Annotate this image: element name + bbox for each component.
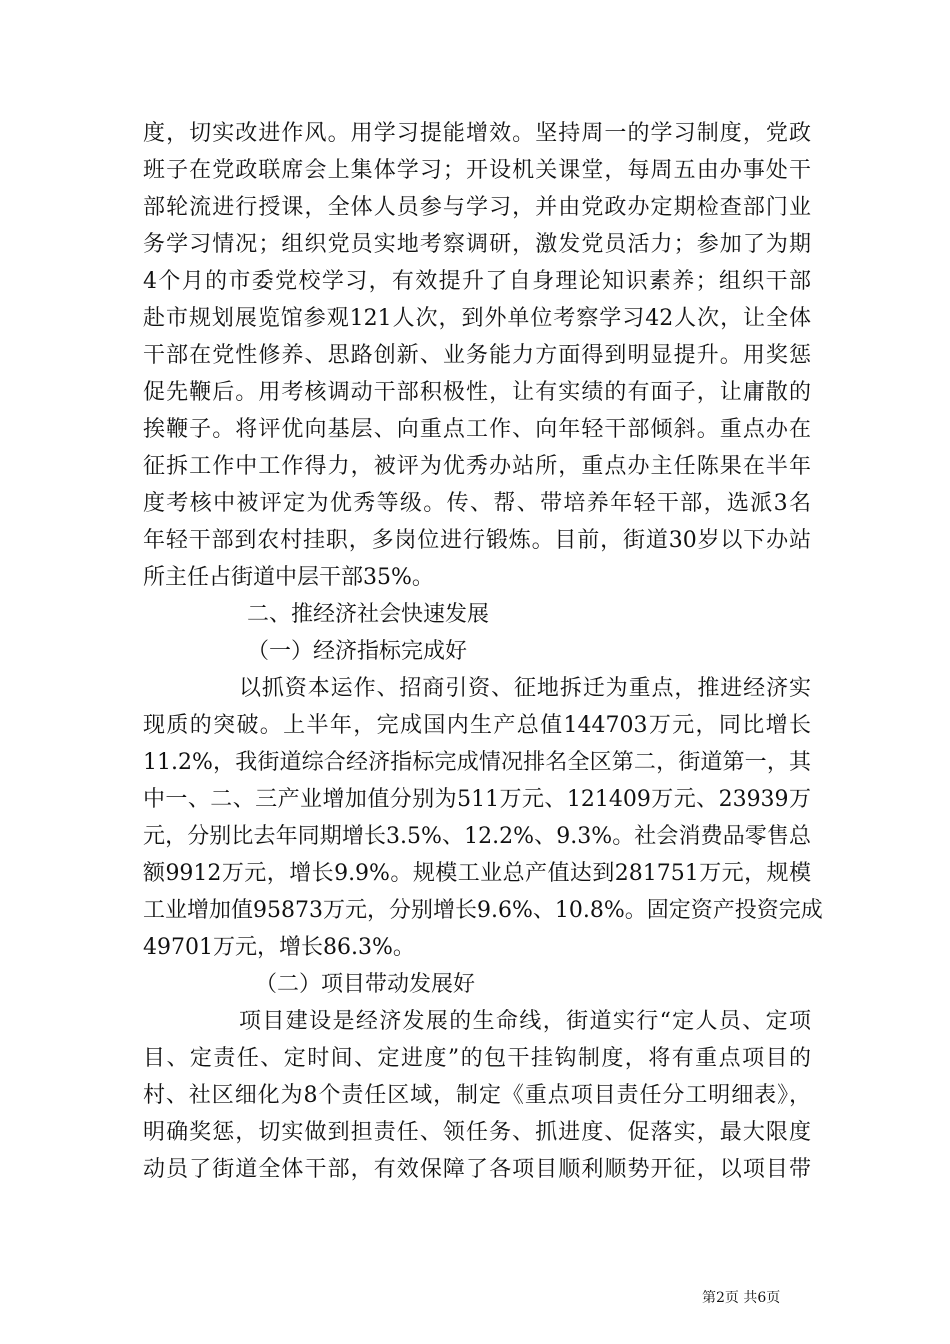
paragraph-line: 中一、二、三产业增加值分别为511万元、121409万元、23939万 bbox=[143, 787, 811, 812]
paragraph-3 bbox=[143, 1003, 811, 1188]
paragraph-line: 目、定责任、定时间、定进度”的包干挂钩制度，将有重点项目的 bbox=[143, 1046, 811, 1071]
paragraph-line: 征拆工作中工作得力，被评为优秀办站所，重点办主任陈果在半年 bbox=[143, 454, 811, 479]
subsection-heading: （一）经济指标完成好 bbox=[247, 639, 468, 664]
document-body bbox=[143, 115, 823, 1188]
subsection-heading: （二）项目带动发展好 bbox=[255, 972, 476, 997]
paragraph-line: 动员了街道全体干部，有效保障了各项目顺利顺势开征，以项目带 bbox=[143, 1157, 811, 1182]
paragraph-line: 元，分别比去年同期增长3.5%、12.2%、9.3%。社会消费品零售总 bbox=[143, 824, 811, 849]
paragraph-line: 额9912万元，增长9.9%。规模工业总产值达到281751万元，规模 bbox=[143, 861, 811, 886]
paragraph-line: 4个月的市委党校学习，有效提升了自身理论知识素养；组织干部 bbox=[143, 269, 811, 294]
paragraph-line: 班子在党政联席会上集体学习；开设机关课堂，每周五由办事处干 bbox=[143, 158, 811, 183]
paragraph-line: 49701万元，增长86.3%。 bbox=[143, 935, 415, 960]
paragraph-line: 以抓资本运作、招商引资、征地拆迁为重点，推进经济实 bbox=[239, 676, 811, 701]
page-number-footer: 第2页 共6页 bbox=[702, 1290, 781, 1306]
paragraph-line: 务学习情况；组织党员实地考察调研，激发党员活力；参加了为期 bbox=[143, 232, 811, 257]
paragraph-2 bbox=[143, 670, 823, 966]
paragraph-line: 11.2%，我街道综合经济指标完成情况排名全区第二，街道第一，其 bbox=[143, 750, 811, 775]
paragraph-line: 度，切实改进作风。用学习提能增效。坚持周一的学习制度，党政 bbox=[143, 121, 811, 146]
paragraph-line: 村、社区细化为8个责任区域，制定《重点项目责任分工明细表》， bbox=[143, 1083, 811, 1108]
paragraph-line: 促先鞭后。用考核调动干部积极性，让有实绩的有面子，让庸散的 bbox=[143, 380, 811, 405]
paragraph-line: 部轮流进行授课，全体人员参与学习，并由党政办定期检查部门业 bbox=[143, 195, 811, 220]
paragraph-line: 项目建设是经济发展的生命线，街道实行“定人员、定项 bbox=[239, 1009, 811, 1034]
paragraph-line: 干部在党性修养、思路创新、业务能力方面得到明显提升。用奖惩 bbox=[143, 343, 811, 368]
paragraph-line: 挨鞭子。将评优向基层、向重点工作、向年轻干部倾斜。重点办在 bbox=[143, 417, 811, 442]
paragraph-line: 度考核中被评定为优秀等级。传、帮、带培养年轻干部，选派3名 bbox=[143, 491, 811, 516]
paragraph-line: 年轻干部到农村挂职，多岗位进行锻炼。目前，街道30岁以下办站 bbox=[143, 528, 811, 553]
paragraph-line: 工业增加值95873万元，分别增长9.6%、10.8%。固定资产投资完成 bbox=[143, 898, 823, 923]
paragraph-line: 赴市规划展览馆参观121人次，到外单位考察学习42人次，让全体 bbox=[143, 306, 811, 331]
paragraph-line: 现质的突破。上半年，完成国内生产总值144703万元，同比增长 bbox=[143, 713, 811, 738]
paragraph-1 bbox=[143, 115, 811, 596]
section-heading: 二、推经济社会快速发展 bbox=[247, 602, 490, 627]
paragraph-line: 所主任占街道中层干部35%。 bbox=[143, 565, 434, 590]
paragraph-line: 明确奖惩，切实做到担责任、领任务、抓进度、促落实，最大限度 bbox=[143, 1120, 811, 1145]
